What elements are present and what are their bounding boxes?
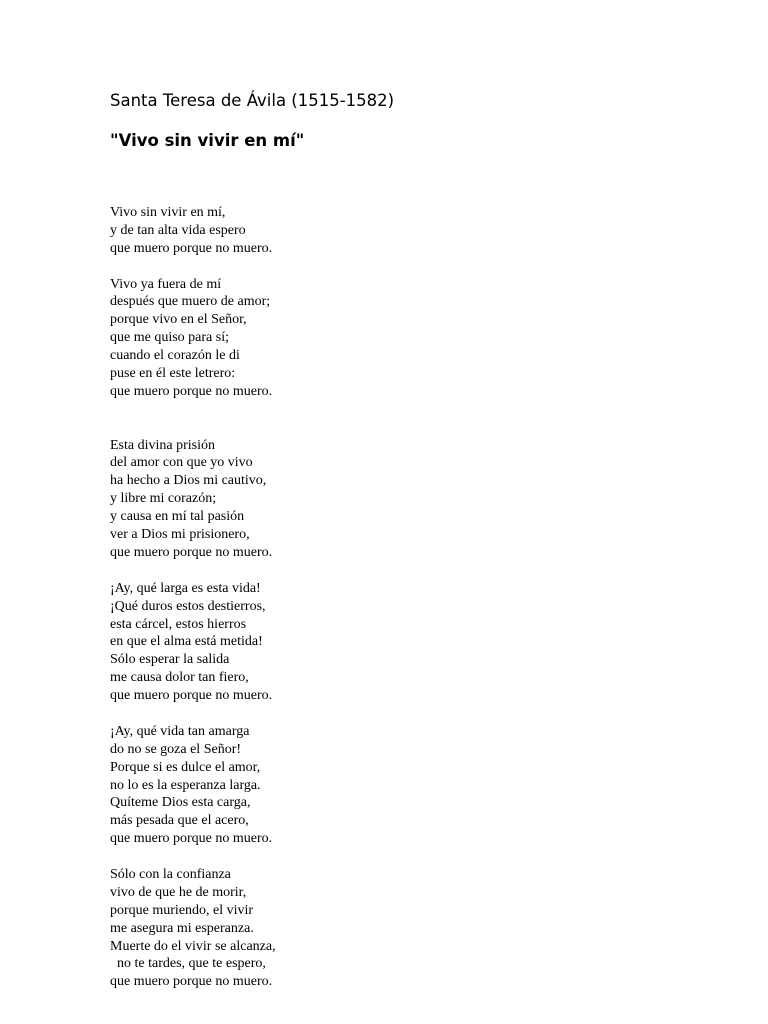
stanza-gap	[110, 848, 510, 866]
poem-line: esta cárcel, estos hierros	[110, 616, 247, 632]
poem-line: Vivo sin vivir en mí,	[110, 205, 226, 220]
poem-line: que muero porque no muero.	[110, 383, 273, 399]
poem-line: porque vivo en el Señor,	[110, 312, 247, 328]
poem-line: en que el alma está metida!	[110, 634, 263, 650]
poem-line: del amor con que yo vivo	[110, 455, 253, 471]
poem-line: que muero porque no muero.	[110, 688, 273, 704]
poem-line: ver a Dios mi prisionero,	[110, 527, 250, 543]
poem-line: después que muero de amor;	[110, 294, 271, 310]
author-heading: Santa Teresa de Ávila (1515-1582)	[110, 91, 395, 110]
poem-line: ¡Ay, qué larga es esta vida!	[110, 580, 261, 596]
poem-line: vivo de que he de morir,	[110, 884, 247, 900]
poem-line: que muero porque no muero.	[110, 240, 273, 256]
stanza-4	[110, 580, 510, 705]
poem-line: Vivo ya fuera de mí	[110, 276, 222, 292]
poem-line: no lo es la esperanza larga.	[110, 777, 261, 793]
stanza-gap	[110, 562, 510, 580]
poem-line: ha hecho a Dios mi cautivo,	[110, 473, 267, 489]
poem-line: ¡Qué duros estos destierros,	[110, 598, 266, 614]
stanza-6	[110, 866, 510, 991]
stanza-3	[110, 437, 510, 562]
poem-line: y causa en mí tal pasión	[110, 509, 245, 525]
stanza-gap	[110, 258, 510, 276]
poem-line: y libre mi corazón;	[110, 491, 217, 507]
poem-line: cuando el corazón le di	[110, 348, 240, 364]
poem-line: no te tardes, que te espero,	[110, 956, 266, 972]
poem-line: que muero porque no muero.	[110, 831, 273, 847]
poem-line: puse en él este letrero:	[110, 366, 236, 382]
poem-line: Quíteme Dios esta carga,	[110, 795, 251, 811]
stanza-2	[110, 276, 510, 401]
stanza-gap	[110, 401, 510, 437]
poem-line: Sólo con la confianza	[110, 866, 231, 882]
stanza-5	[110, 723, 510, 848]
poem-line: Esta divina prisión	[110, 437, 215, 453]
poem-line: Muerte do el vivir se alcanza,	[110, 938, 276, 954]
poem-line: me asegura mi esperanza.	[110, 920, 254, 936]
poem-line: y de tan alta vida espero	[110, 222, 246, 238]
poem-line: que muero porque no muero.	[110, 544, 273, 560]
poem-line: que muero porque no muero.	[110, 974, 273, 990]
stanza-gap	[110, 705, 510, 723]
poem-line: Sólo esperar la salida	[110, 652, 230, 668]
poem-line: do no se goza el Señor!	[110, 741, 242, 757]
stanza-1	[110, 204, 510, 258]
poem-line: más pesada que el acero,	[110, 813, 249, 829]
poem-line: ¡Ay, qué vida tan amarga	[110, 723, 250, 739]
poem-title: "Vivo sin vivir en mí"	[110, 131, 305, 150]
poem-line: Porque si es dulce el amor,	[110, 759, 261, 775]
poem-line: me causa dolor tan fiero,	[110, 670, 249, 686]
poem-line: porque muriendo, el vivir	[110, 902, 254, 918]
poem-line: que me quiso para sí;	[110, 330, 229, 346]
poem-body	[110, 204, 510, 991]
